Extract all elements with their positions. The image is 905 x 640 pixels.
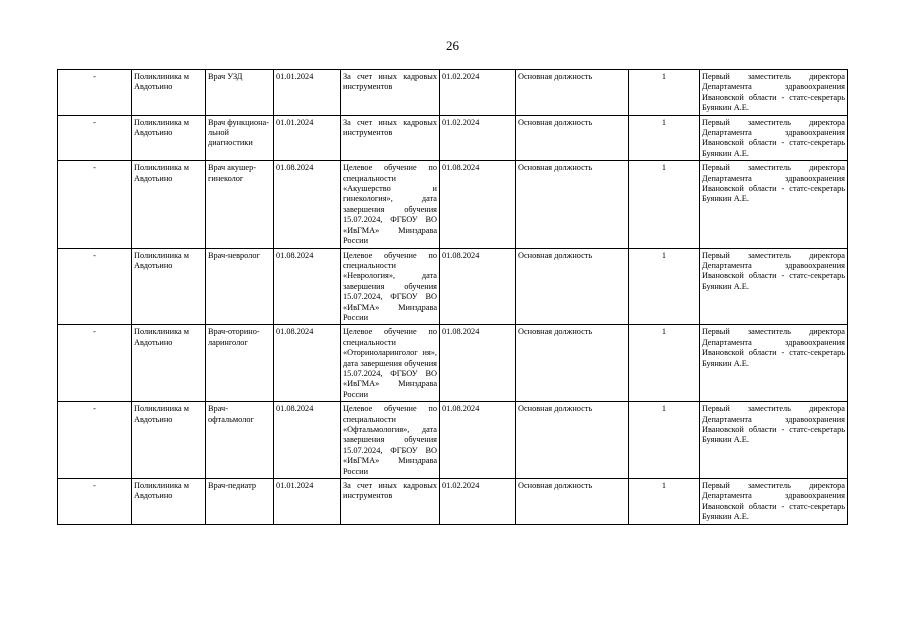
row-number-cell: - (58, 70, 132, 116)
count-cell: 1 (629, 115, 700, 161)
basis-cell: Целевое обучение по специальности «Оториноларинголог ия», дата завершения обучения 15.07.2024, ФГБОУ ВО «ИвГМА» Минздрава России (341, 325, 440, 402)
count-cell: 1 (629, 70, 700, 116)
table-row (58, 248, 848, 325)
end-date-cell: 01.08.2024 (440, 161, 516, 248)
table-row (58, 325, 848, 402)
start-date-cell: 01.01.2024 (274, 479, 341, 525)
staffing-table (57, 69, 848, 525)
row-number-cell: - (58, 402, 132, 479)
start-date-cell: 01.01.2024 (274, 115, 341, 161)
post-type-cell: Основная должность (516, 70, 629, 116)
post-type-cell: Основная должность (516, 325, 629, 402)
position-cell: Врач акушер-гинеколог (206, 161, 274, 248)
position-cell: Врач-оторино-ларинголог (206, 325, 274, 402)
position-cell: Врач-офтальмолог (206, 402, 274, 479)
organization-cell: Поликлиника м Авдотьино (132, 248, 206, 325)
start-date-cell: 01.01.2024 (274, 70, 341, 116)
end-date-cell: 01.02.2024 (440, 479, 516, 525)
basis-cell: За счет иных кадровых инструментов (341, 479, 440, 525)
table-row (58, 402, 848, 479)
responsible-cell: Первый заместитель директора Департамента здравоохранения Ивановской области - статс-секретарь Буянкин А.Е. (700, 248, 848, 325)
page-number: 26 (446, 38, 459, 53)
responsible-cell: Первый заместитель директора Департамента здравоохранения Ивановской области - статс-секретарь Буянкин А.Е. (700, 325, 848, 402)
organization-cell: Поликлиника м Авдотьино (132, 402, 206, 479)
post-type-cell: Основная должность (516, 248, 629, 325)
table-row (58, 70, 848, 116)
table-body (58, 70, 848, 525)
row-number-cell: - (58, 248, 132, 325)
end-date-cell: 01.02.2024 (440, 70, 516, 116)
position-cell: Врач функциона-льной диагностики (206, 115, 274, 161)
organization-cell: Поликлиника м Авдотьино (132, 479, 206, 525)
row-number-cell: - (58, 115, 132, 161)
position-cell: Врач-педиатр (206, 479, 274, 525)
organization-cell: Поликлиника м Авдотьино (132, 161, 206, 248)
post-type-cell: Основная должность (516, 479, 629, 525)
responsible-cell: Первый заместитель директора Департамента здравоохранения Ивановской области - статс-секретарь Буянкин А.Е. (700, 161, 848, 248)
responsible-cell: Первый заместитель директора Департамента здравоохранения Ивановской области - статс-секретарь Буянкин А.Е. (700, 402, 848, 479)
post-type-cell: Основная должность (516, 115, 629, 161)
end-date-cell: 01.08.2024 (440, 248, 516, 325)
table-row (58, 479, 848, 525)
row-number-cell: - (58, 161, 132, 248)
basis-cell: За счет иных кадровых инструментов (341, 115, 440, 161)
count-cell: 1 (629, 161, 700, 248)
position-cell: Врач УЗД (206, 70, 274, 116)
count-cell: 1 (629, 479, 700, 525)
start-date-cell: 01.08.2024 (274, 325, 341, 402)
start-date-cell: 01.08.2024 (274, 248, 341, 325)
responsible-cell: Первый заместитель директора Департамента здравоохранения Ивановской области - статс-секретарь Буянкин А.Е. (700, 479, 848, 525)
count-cell: 1 (629, 402, 700, 479)
basis-cell: Целевое обучение по специальности «Акушерство и гинекология», дата завершения обучения 15.07.2024, ФГБОУ ВО «ИвГМА» Минздрава России (341, 161, 440, 248)
basis-cell: За счет иных кадровых инструментов (341, 70, 440, 116)
post-type-cell: Основная должность (516, 402, 629, 479)
row-number-cell: - (58, 325, 132, 402)
organization-cell: Поликлиника м Авдотьино (132, 115, 206, 161)
end-date-cell: 01.08.2024 (440, 325, 516, 402)
table-row (58, 115, 848, 161)
end-date-cell: 01.08.2024 (440, 402, 516, 479)
responsible-cell: Первый заместитель директора Департамента здравоохранения Ивановской области - статс-секретарь Буянкин А.Е. (700, 115, 848, 161)
organization-cell: Поликлиника м Авдотьино (132, 325, 206, 402)
basis-cell: Целевое обучение по специальности «Неврология», дата завершения обучения 15.07.2024, ФГБОУ ВО «ИвГМА» Минздрава России (341, 248, 440, 325)
responsible-cell: Первый заместитель директора Департамента здравоохранения Ивановской области - статс-секретарь Буянкин А.Е. (700, 70, 848, 116)
end-date-cell: 01.02.2024 (440, 115, 516, 161)
count-cell: 1 (629, 325, 700, 402)
count-cell: 1 (629, 248, 700, 325)
position-cell: Врач-невролог (206, 248, 274, 325)
start-date-cell: 01.08.2024 (274, 161, 341, 248)
table-row (58, 161, 848, 248)
post-type-cell: Основная должность (516, 161, 629, 248)
organization-cell: Поликлиника м Авдотьино (132, 70, 206, 116)
start-date-cell: 01.08.2024 (274, 402, 341, 479)
row-number-cell: - (58, 479, 132, 525)
basis-cell: Целевое обучение по специальности «Офтальмология», дата завершения обучения 15.07.2024, ФГБОУ ВО «ИвГМА» Минздрава России (341, 402, 440, 479)
